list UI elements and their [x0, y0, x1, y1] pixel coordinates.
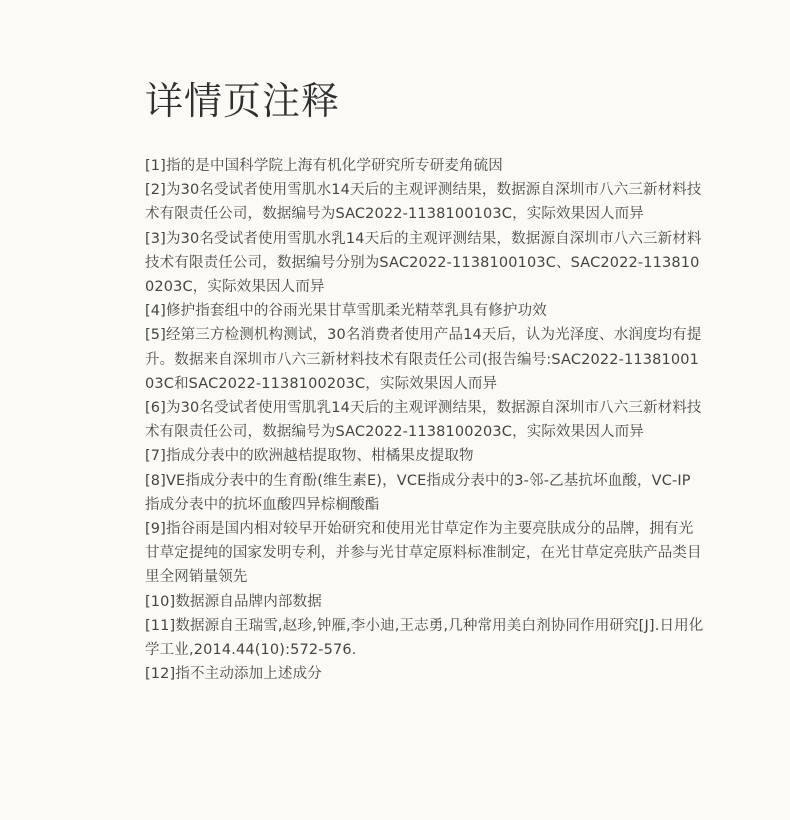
footnote-item-8: [8]VE指成分表中的生育酚(维生素E)，VCE指成分表中的3-邻-乙基抗坏血酸，VC-IP指成分表中的抗坏血酸四异棕榈酸酯: [145, 472, 691, 513]
page-title: 详情页注释: [145, 79, 341, 123]
footnote-item-3: [3]为30名受试者使用雪肌水乳14天后的主观评测结果，数据源自深圳市八六三新材料技术有限责任公司，数据编号分别为SAC2022-1138100103C、SAC2022-1138100203C，实际效果因人而异: [145, 230, 702, 296]
footnote-item-4: [4]修护指套组中的谷雨光果甘草雪肌柔光精萃乳具有修护功效: [145, 303, 547, 320]
footnote-item-1: [1]指的是中国科学院上海有机化学研究所专研麦角硫因: [145, 158, 503, 174]
footnote-item-12: [12]指不主动添加上述成分: [145, 666, 322, 683]
footnote-item-2: [2]为30名受试者使用雪肌水14天后的主观评测结果，数据源自深圳市八六三新材料技术有限责任公司，数据编号为SAC2022-1138100103C，实际效果因人而异: [145, 182, 702, 223]
footnote-item-11: [11]数据源自王瑞雪,赵珍,钟雁,李小迪,王志勇,几种常用美白剂协同作用研究[J].日用化学工业,2014.44(10):572-576.: [145, 617, 704, 659]
footnote-item-5: [5]经第三方检测机构测试，30名消费者使用产品14天后，认为光泽度、水润度均有提升。数据来自深圳市八六三新材料技术有限责任公司(报告编号:SAC2022-1138100103C和SAC2022-1138100203C，实际效果因人而异: [145, 327, 702, 392]
footnote-list: [145, 154, 705, 686]
footnote-item-7: [7]指成分表中的欧洲越桔提取物、柑橘果皮提取物: [145, 448, 474, 465]
footnote-item-9: [9]指谷雨是国内相对较早开始研究和使用光甘草定作为主要亮肤成分的品牌，拥有光甘草定提纯的国家发明专利，并参与光甘草定原料标准制定，在光甘草定亮肤产品类目里全网销量领先: [145, 521, 702, 586]
footnote-item-10: [10]数据源自品牌内部数据: [145, 593, 322, 610]
footnote-item-6: [6]为30名受试者使用雪肌乳14天后的主观评测结果，数据源自深圳市八六三新材料技术有限责任公司，数据编号为SAC2022-1138100203C，实际效果因人而异: [145, 400, 702, 441]
